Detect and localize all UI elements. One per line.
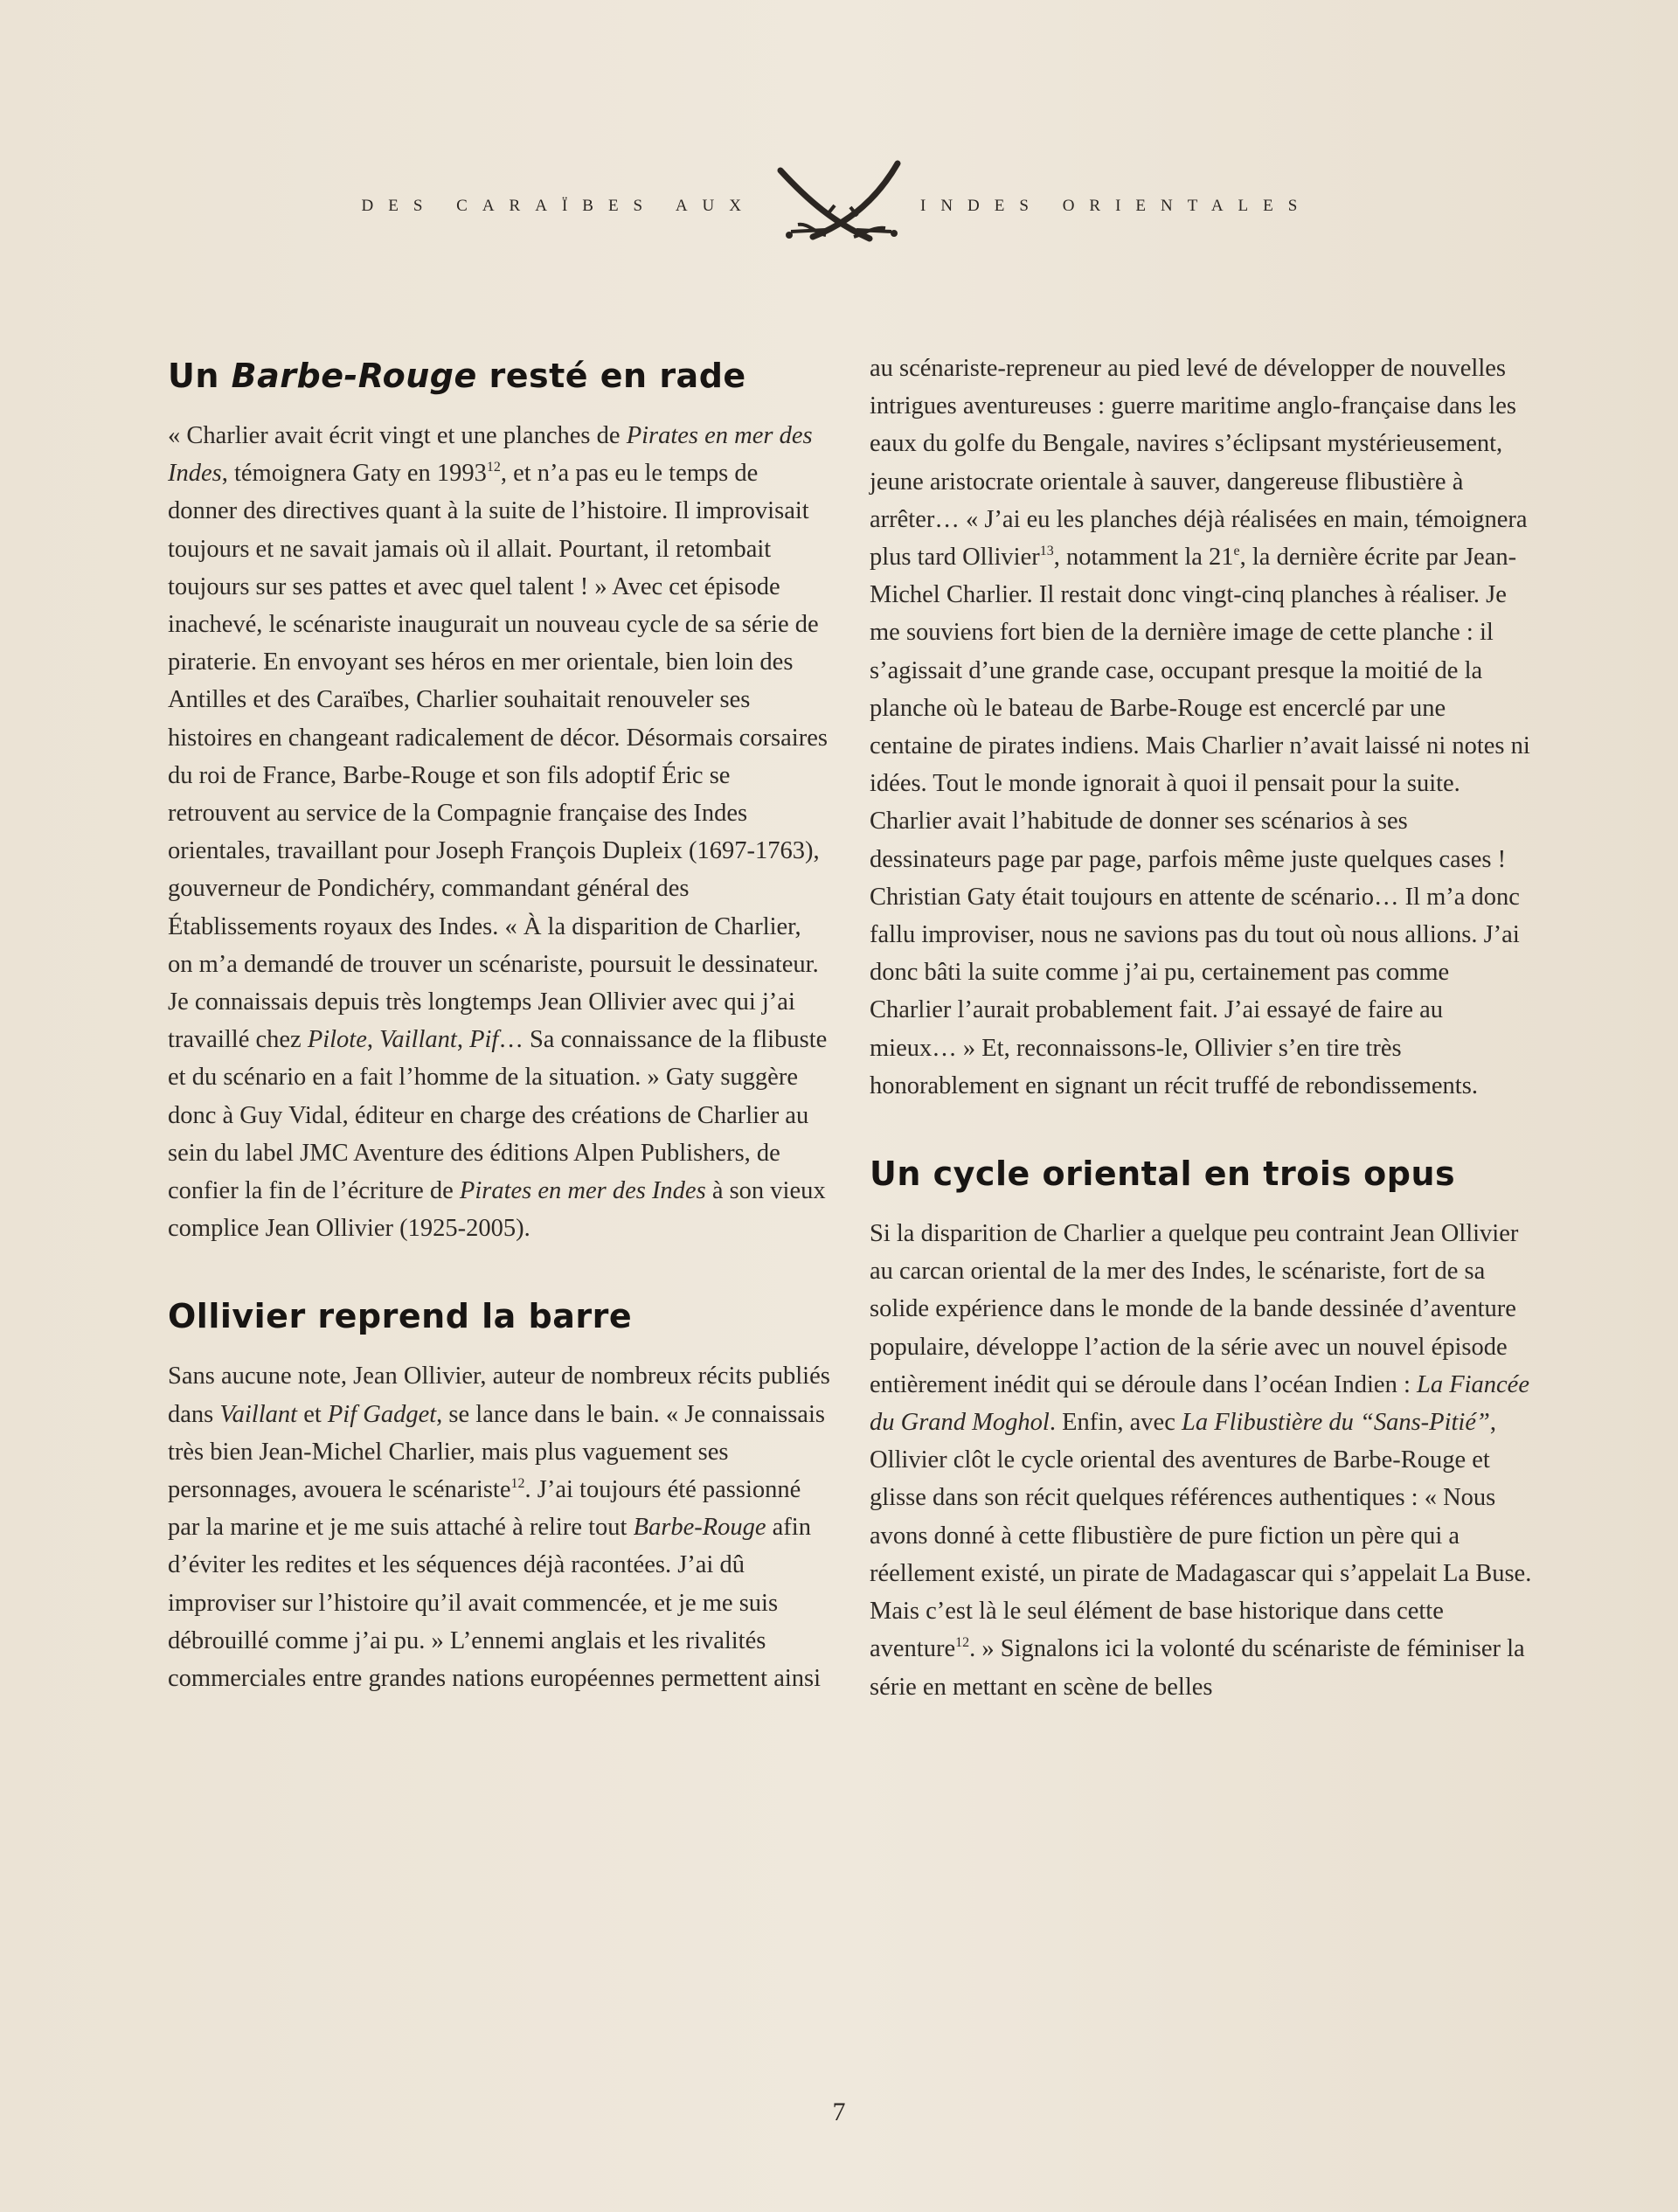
section-title-ollivier: Ollivier reprend la barre [168, 1297, 633, 1336]
running-header-right: INDES ORIENTALES [920, 197, 1313, 215]
paragraph-s2: Sans aucune note, Jean Ollivier, auteur de nombreux récits publiés dans Vaillant et Pif Gadget, se lance dans le bain. « Je connaissais très bien Jean-Michel Charlier, mais plus vaguement ses personnages, avouera le scénariste$^{12}$. J’ai toujours été passionné par la marine et je me suis attaché à relire tout Barbe-Rouge afin d’éviter les redites et les séquences déjà racontées. J’ai dû improviser sur l’histoire qu’il avait commencée, et je me suis débrouillé comme j’ai pu. » L’ennemi anglais et les rivalités commerciales entre grandes nations européennes permettent ainsi [168, 1363, 830, 1693]
running-header-left: DES CARAÏBES AUX [361, 197, 756, 215]
page-number: 7 [832, 2098, 846, 2126]
paragraph-s1: « Charlier avait écrit vingt et une planches de Pirates en mer des Indes, témoignera Gaty en 1993$^{12}$, et n’a pas eu le temps de donner des directives quant à la suite de l’histoire. Il improvisait toujours et ne savait jamais où il allait. Pourtant, il retombait toujours sur ses pattes et avec quel talent ! » Avec cet épisode inachevé, le scénariste inaugurait un nouveau cycle de sa série de piraterie. En envoyant ses héros en mer orientale, bien loin des Antilles et des Caraïbes, Charlier souhaitait renouveler ses histoires en changeant radicalement de décor. Désormais corsaires du roi de France, Barbe-Rouge et son fils adoptif Éric se retrouvent au service de la Compagnie française des Indes orientales, travaillant pour Joseph François Dupleix (1697-1763), gouverneur de Pondichéry, commandant général des Établissements royaux des Indes. « À la disparition de Charlier, on m’a demandé de trouver un scénariste, poursuit le dessinateur. Je connaissais depuis très longtemps Jean Ollivier avec qui j’ai travaillé chez Pilote, Vaillant, Pif… Sa connaissance de la flibuste et du scénario en a fait l’homme de la situation. » Gaty suggère donc à Guy Vidal, éditeur en charge des créations de Charlier au sein du label JMC Aventure des éditions Alpen Publishers, de confier la fin de l’écriture de Pirates en mer des Indes à son vieux complice Jean Ollivier (1925-2005). [168, 422, 828, 1243]
paragraph-s2-continued: au scénariste-repreneur au pied levé de développer de nouvelles intrigues aventureuses : guerre maritime anglo-française dans les eaux du golfe du Bengale, navires s’éclipsant mystérieusement, jeune aristocrate orientale à sauver, dangereuse flibustière à arrêter… « J’ai eu les planches déjà réalisées en main, témoignera plus tard Ollivier$^{13}$, notamment la 21e, la dernière écrite par Jean-Michel Charlier. Il restait donc vingt-cinq planches à réaliser. Je me souviens fort bien de la dernière image de cette planche : il s’agissait d’une grande case, occupant presque la moitié de la planche où le bateau de Barbe-Rouge est encerclé par une centaine de pirates indiens. Mais Charlier n’avait laissé ni notes ni idées. Tout le monde ignorait à quoi il pensait pour la suite. Charlier avait l’habitude de donner ses scénarios à ses dessinateurs page par page, parfois même juste quelques cases ! Christian Gaty était toujours en attente de scénario… Il m’a donc fallu improviser, nous ne savions pas du tout où nous allions. J’ai donc bâti la suite comme j’ai pu, certainement pas comme Charlier l’aurait probablement fait. J’ai essayé de faire au mieux… » Et, reconnaissons-le, Ollivier s’en tire très honorablement en signant un récit truffé de rebondissements. [870, 355, 1530, 1099]
crossed-sabres-icon [773, 153, 905, 249]
left-column [168, 354, 832, 1697]
right-column [870, 350, 1534, 1706]
paragraph-s3: Si la disparition de Charlier a quelque peu contraint Jean Ollivier au carcan oriental de la mer des Indes, le scénariste, fort de sa solide expérience dans le monde de la bande dessinée d’aventure populaire, développe l’action de la série avec un nouvel épisode entièrement inédit qui se déroule dans l’océan Indien : La Fiancée du Grand Moghol. Enfin, avec La Flibustière du “Sans-Pitié”, Ollivier clôt le cycle oriental des aventures de Barbe-Rouge et glisse dans son récit quelques références authentiques : « Nous avons donné à cette flibustière de pure fiction un père qui a réellement existé, un pirate de Madagascar qui s’appelait La Buse. Mais c’est là le seul élément de base historique dans cette aventure$^{12}$. » Signalons ici la volonté du scénariste de féminiser la série en mettant en scène de belles [870, 1220, 1532, 1701]
section-title-cycle-oriental: Un cycle oriental en trois opus [870, 1155, 1456, 1194]
section-title-barbe-rouge: Un Barbe-Rouge resté en rade [168, 357, 746, 395]
running-header [0, 153, 1678, 258]
